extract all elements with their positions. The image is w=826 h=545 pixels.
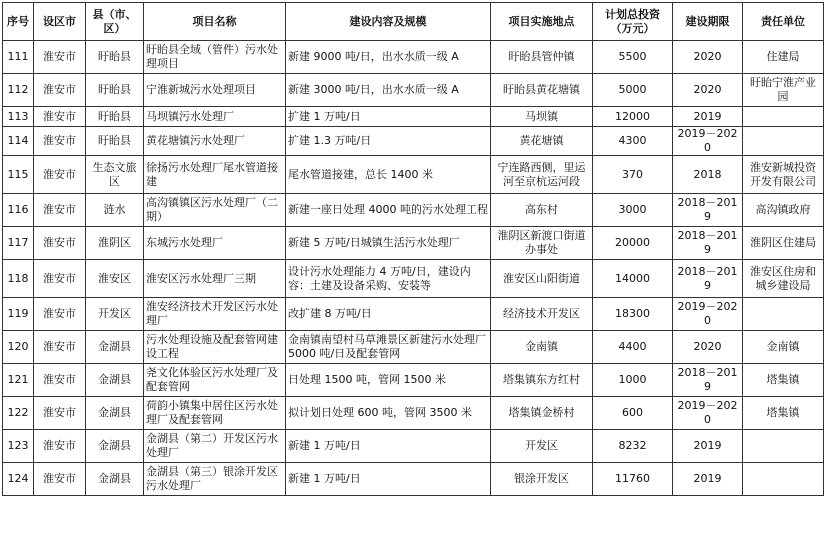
cell-investment: 5500 (593, 41, 673, 74)
cell-city: 淮安市 (34, 397, 86, 430)
table-row (3, 107, 824, 127)
cell-unit: 盱眙宁淮产业园 (743, 74, 824, 107)
cell-unit (743, 430, 824, 463)
table-row (3, 127, 824, 156)
cell-content: 新建 1 万吨/日 (286, 463, 491, 496)
cell-period: 2018－2019 (673, 364, 743, 397)
cell-city: 淮安市 (34, 107, 86, 127)
cell-city: 淮安市 (34, 463, 86, 496)
cell-period: 2019－2020 (673, 397, 743, 430)
cell-content: 新建 3000 吨/日，出水水质一级 A (286, 74, 491, 107)
table-row (3, 364, 824, 397)
cell-name: 金湖县（第三）银涂开发区污水处理厂 (144, 463, 286, 496)
cell-content: 拟计划日处理 600 吨，管网 3500 米 (286, 397, 491, 430)
cell-county: 开发区 (86, 298, 144, 331)
cell-unit: 金南镇 (743, 331, 824, 364)
cell-county: 金湖县 (86, 331, 144, 364)
cell-county: 淮安区 (86, 260, 144, 298)
cell-no: 117 (3, 227, 34, 260)
cell-location: 宁连路西侧，里运河至京杭运河段 (491, 156, 593, 194)
cell-location: 银涂开发区 (491, 463, 593, 496)
cell-period: 2018－2019 (673, 194, 743, 227)
cell-city: 淮安市 (34, 260, 86, 298)
cell-location: 经济技术开发区 (491, 298, 593, 331)
table-row (3, 298, 824, 331)
header-period: 建设期限 (673, 3, 743, 41)
project-table (2, 2, 824, 496)
cell-no: 112 (3, 74, 34, 107)
cell-investment: 12000 (593, 107, 673, 127)
cell-investment: 370 (593, 156, 673, 194)
cell-period: 2018－2019 (673, 227, 743, 260)
cell-unit (743, 107, 824, 127)
header-investment: 计划总投资（万元） (593, 3, 673, 41)
table-row (3, 260, 824, 298)
cell-investment: 18300 (593, 298, 673, 331)
header-content: 建设内容及规模 (286, 3, 491, 41)
cell-no: 123 (3, 430, 34, 463)
cell-content: 日处理 1500 吨，管网 1500 米 (286, 364, 491, 397)
header-unit: 责任单位 (743, 3, 824, 41)
cell-name: 马坝镇污水处理厂 (144, 107, 286, 127)
cell-no: 114 (3, 127, 34, 156)
cell-content: 新建 5 万吨/日城镇生活污水处理厂 (286, 227, 491, 260)
header-location: 项目实施地点 (491, 3, 593, 41)
cell-name: 荷韵小镇集中居住区污水处理厂及配套管网 (144, 397, 286, 430)
cell-city: 淮安市 (34, 430, 86, 463)
cell-content: 设计污水处理能力 4 万吨/日，建设内容：土建及设备采购、安装等 (286, 260, 491, 298)
cell-unit: 塔集镇 (743, 397, 824, 430)
cell-county: 金湖县 (86, 397, 144, 430)
cell-city: 淮安市 (34, 194, 86, 227)
cell-unit: 高沟镇政府 (743, 194, 824, 227)
cell-content: 尾水管道接建，总长 1400 米 (286, 156, 491, 194)
cell-location: 开发区 (491, 430, 593, 463)
cell-county: 淮阴区 (86, 227, 144, 260)
cell-no: 113 (3, 107, 34, 127)
header-no: 序号 (3, 3, 34, 41)
table-row (3, 430, 824, 463)
table-row (3, 331, 824, 364)
cell-location: 淮阴区新渡口街道办事处 (491, 227, 593, 260)
cell-period: 2019 (673, 107, 743, 127)
cell-investment: 4400 (593, 331, 673, 364)
cell-content: 新建 9000 吨/日，出水水质一级 A (286, 41, 491, 74)
cell-name: 宁淮新城污水处理项目 (144, 74, 286, 107)
cell-city: 淮安市 (34, 331, 86, 364)
cell-name: 黄花塘镇污水处理厂 (144, 127, 286, 156)
cell-period: 2020 (673, 74, 743, 107)
table-row (3, 41, 824, 74)
cell-content: 新建一座日处理 4000 吨的污水处理工程 (286, 194, 491, 227)
cell-investment: 20000 (593, 227, 673, 260)
cell-name: 金湖县（第二）开发区污水处理厂 (144, 430, 286, 463)
cell-county: 生态文旅区 (86, 156, 144, 194)
cell-county: 盱眙县 (86, 74, 144, 107)
cell-investment: 600 (593, 397, 673, 430)
cell-unit (743, 298, 824, 331)
cell-location: 淮安区山阳街道 (491, 260, 593, 298)
cell-county: 盱眙县 (86, 41, 144, 74)
cell-location: 金南镇 (491, 331, 593, 364)
cell-investment: 1000 (593, 364, 673, 397)
table-row (3, 74, 824, 107)
cell-unit: 住建局 (743, 41, 824, 74)
cell-content: 改扩建 8 万吨/日 (286, 298, 491, 331)
table-row (3, 227, 824, 260)
cell-county: 涟水 (86, 194, 144, 227)
cell-investment: 5000 (593, 74, 673, 107)
cell-unit: 淮安区住房和城乡建设局 (743, 260, 824, 298)
cell-no: 121 (3, 364, 34, 397)
cell-county: 金湖县 (86, 364, 144, 397)
cell-name: 徐扬污水处理厂尾水管道接建 (144, 156, 286, 194)
cell-investment: 4300 (593, 127, 673, 156)
cell-no: 118 (3, 260, 34, 298)
cell-content: 新建 1 万吨/日 (286, 430, 491, 463)
cell-location: 盱眙县管仲镇 (491, 41, 593, 74)
cell-unit: 塔集镇 (743, 364, 824, 397)
cell-city: 淮安市 (34, 127, 86, 156)
cell-investment: 11760 (593, 463, 673, 496)
cell-period: 2020 (673, 331, 743, 364)
cell-unit: 淮安新城投资开发有限公司 (743, 156, 824, 194)
cell-period: 2020 (673, 41, 743, 74)
cell-location: 黄花塘镇 (491, 127, 593, 156)
cell-city: 淮安市 (34, 298, 86, 331)
header-row (3, 3, 824, 41)
cell-investment: 14000 (593, 260, 673, 298)
cell-no: 115 (3, 156, 34, 194)
cell-location: 塔集镇金桥村 (491, 397, 593, 430)
cell-investment: 8232 (593, 430, 673, 463)
cell-period: 2019－2020 (673, 127, 743, 156)
cell-location: 高东村 (491, 194, 593, 227)
cell-no: 116 (3, 194, 34, 227)
cell-content: 扩建 1 万吨/日 (286, 107, 491, 127)
cell-no: 111 (3, 41, 34, 74)
cell-period: 2018－2019 (673, 260, 743, 298)
cell-investment: 3000 (593, 194, 673, 227)
header-name: 项目名称 (144, 3, 286, 41)
cell-city: 淮安市 (34, 74, 86, 107)
cell-unit (743, 463, 824, 496)
cell-unit (743, 127, 824, 156)
header-city: 设区市 (34, 3, 86, 41)
cell-city: 淮安市 (34, 364, 86, 397)
cell-name: 尧文化体验区污水处理厂及配套管网 (144, 364, 286, 397)
cell-name: 盱眙县全域（管件）污水处理项目 (144, 41, 286, 74)
cell-city: 淮安市 (34, 41, 86, 74)
cell-name: 淮安经济技术开发区污水处理厂 (144, 298, 286, 331)
cell-no: 120 (3, 331, 34, 364)
cell-location: 盱眙县黄花塘镇 (491, 74, 593, 107)
cell-name: 淮安区污水处理厂三期 (144, 260, 286, 298)
cell-period: 2019－2020 (673, 298, 743, 331)
table-row (3, 194, 824, 227)
cell-county: 盱眙县 (86, 107, 144, 127)
cell-no: 122 (3, 397, 34, 430)
cell-county: 金湖县 (86, 430, 144, 463)
cell-county: 盱眙县 (86, 127, 144, 156)
cell-city: 淮安市 (34, 227, 86, 260)
cell-name: 东城污水处理厂 (144, 227, 286, 260)
cell-content: 金南镇南望村马草滩景区新建污水处理厂 5000 吨/日及配套管网 (286, 331, 491, 364)
table-row (3, 156, 824, 194)
cell-name: 污水处理设施及配套管网建设工程 (144, 331, 286, 364)
table-wrapper (2, 2, 824, 496)
cell-period: 2018 (673, 156, 743, 194)
cell-county: 金湖县 (86, 463, 144, 496)
cell-no: 119 (3, 298, 34, 331)
cell-period: 2019 (673, 430, 743, 463)
cell-content: 扩建 1.3 万吨/日 (286, 127, 491, 156)
table-row (3, 463, 824, 496)
cell-period: 2019 (673, 463, 743, 496)
table-body (3, 41, 824, 496)
cell-location: 塔集镇东方红村 (491, 364, 593, 397)
cell-city: 淮安市 (34, 156, 86, 194)
cell-name: 高沟镇镇区污水处理厂（二期） (144, 194, 286, 227)
table-row (3, 397, 824, 430)
cell-no: 124 (3, 463, 34, 496)
header-county: 县（市、区） (86, 3, 144, 41)
cell-unit: 淮阴区住建局 (743, 227, 824, 260)
cell-location: 马坝镇 (491, 107, 593, 127)
